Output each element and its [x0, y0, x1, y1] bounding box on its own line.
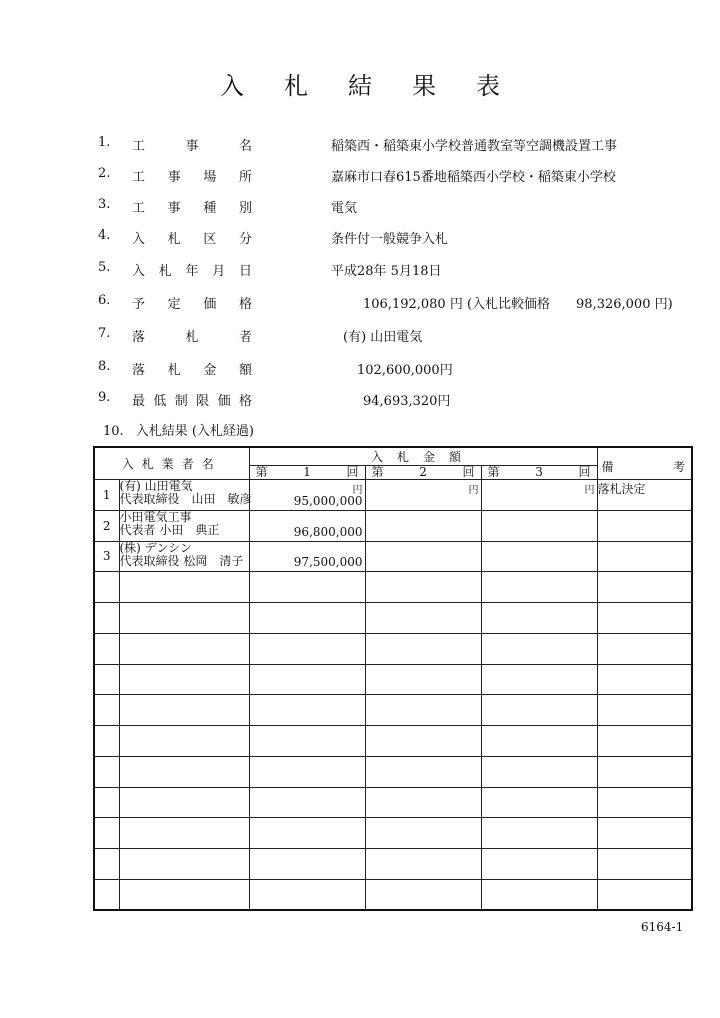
field-label [132, 228, 252, 247]
header-remarks-char-2: 考 [673, 460, 686, 474]
field-number: 8. [98, 359, 111, 374]
row-index [94, 879, 119, 910]
field-label-char: 入 [132, 264, 146, 279]
bidder-cell [119, 787, 249, 818]
bid-round-3-cell [481, 480, 597, 511]
bid-round-3-cell [481, 818, 597, 849]
bid-amount: 95,000,000 [293, 493, 363, 508]
info-field [0, 166, 720, 186]
field-label-char: 最 [132, 394, 146, 409]
field-value: 電気 [331, 201, 358, 216]
table-row [94, 695, 692, 726]
field-label-char: 札 [185, 330, 199, 345]
row-index: 3 [94, 541, 119, 572]
field-number: 4. [98, 228, 111, 243]
field-label-char: 札 [167, 232, 181, 247]
row-index [94, 633, 119, 664]
table-row [94, 510, 692, 541]
bid-round-3-cell [481, 695, 597, 726]
remarks-cell [597, 695, 692, 726]
row-index: 2 [94, 510, 119, 541]
remarks-cell [597, 664, 692, 695]
yen-unit: 円 [352, 485, 363, 496]
field-label-char: 札 [158, 264, 172, 279]
bid-round-3-cell [481, 541, 597, 572]
bidder-representative: 代表者 小田 典正 [119, 522, 220, 537]
remarks-cell [597, 849, 692, 880]
field-label-char: 予 [132, 297, 146, 312]
row-index [94, 603, 119, 634]
field-label-char: 額 [238, 363, 252, 378]
field-label-char: 月 [212, 264, 226, 279]
bid-round-2-cell [365, 633, 481, 664]
remarks-cell [597, 818, 692, 849]
field-label-char: 価 [217, 394, 231, 409]
remarks-cell [597, 726, 692, 757]
remarks-cell [597, 756, 692, 787]
bid-round-2-cell [365, 695, 481, 726]
table-row [94, 541, 692, 572]
header-bidder-name: 入札業者名 [94, 447, 249, 480]
table-row [94, 849, 692, 880]
field-label-char: 区 [203, 232, 217, 247]
section-label: 入札結果 (入札経過) [135, 424, 254, 439]
bidder-cell [119, 633, 249, 664]
header-round-3: 第 3 回 [481, 466, 597, 480]
bid-amount: 96,800,000 [293, 524, 363, 539]
field-number: 9. [98, 390, 111, 405]
bid-round-2-cell [365, 726, 481, 757]
field-label-char: 札 [167, 363, 181, 378]
field-label-char: 金 [203, 363, 217, 378]
field-value: 106,192,080 円 (入札比較価格 98,326,000 円) [363, 297, 673, 312]
bid-round-2-cell [365, 541, 481, 572]
bid-results-table [93, 446, 693, 911]
bid-round-1-cell [249, 818, 365, 849]
bid-round-1-cell [249, 695, 365, 726]
remarks-cell [597, 541, 692, 572]
table-row [94, 879, 692, 910]
field-label [132, 293, 252, 312]
field-value: 平成28年 5月18日 [331, 264, 442, 279]
field-label-char: 低 [153, 394, 167, 409]
info-field [0, 228, 720, 248]
bid-round-2-cell [365, 480, 481, 511]
field-number: 7. [98, 326, 111, 341]
bid-round-2-cell [365, 603, 481, 634]
bid-round-2-cell [365, 849, 481, 880]
bidder-cell [119, 818, 249, 849]
bid-amount: 97,500,000 [293, 555, 363, 570]
table-row [94, 818, 692, 849]
field-label-char: 格 [238, 297, 252, 312]
field-number: 6. [98, 293, 111, 308]
bid-round-3-cell [481, 726, 597, 757]
field-value: 102,600,000円 [357, 363, 453, 378]
bid-round-1-cell [249, 510, 365, 541]
table-row [94, 572, 692, 603]
page-title: 入札結果表 [220, 72, 540, 100]
bid-round-2-cell [365, 572, 481, 603]
field-label-char: 落 [132, 363, 146, 378]
remarks-cell [597, 510, 692, 541]
remarks-cell: 落札決定 [597, 480, 692, 511]
section-bid-results-label [103, 420, 254, 439]
row-index [94, 726, 119, 757]
field-label-char: 別 [238, 201, 252, 216]
bid-round-1-cell [249, 664, 365, 695]
section-number: 10. [103, 424, 124, 439]
bid-round-3-cell [481, 510, 597, 541]
field-label-char: 落 [132, 330, 146, 345]
row-index [94, 572, 119, 603]
field-label-char: 種 [203, 201, 217, 216]
field-value: 嘉麻市口春615番地稲築西小学校・稲築東小学校 [331, 170, 616, 185]
bid-round-1-cell [249, 787, 365, 818]
bid-round-3-cell [481, 572, 597, 603]
field-label-char: 名 [238, 139, 252, 154]
field-label-char: 事 [185, 139, 199, 154]
bidder-company: (株) デンシン [119, 540, 192, 555]
bid-round-1-cell [249, 849, 365, 880]
remarks-cell [597, 633, 692, 664]
bid-round-3-cell [481, 879, 597, 910]
table-row [94, 726, 692, 757]
bid-round-2-cell [365, 818, 481, 849]
field-label [132, 166, 252, 185]
bidder-cell [119, 603, 249, 634]
header-remarks [597, 447, 692, 480]
bid-round-3-cell [481, 849, 597, 880]
remarks-cell [597, 603, 692, 634]
field-number: 5. [98, 260, 111, 275]
remarks-cell [597, 787, 692, 818]
field-number: 1. [98, 135, 111, 150]
bid-round-3-cell [481, 603, 597, 634]
bid-round-2-cell [365, 510, 481, 541]
table-row [94, 633, 692, 664]
field-label [132, 326, 252, 345]
field-value: 条件付一般競争入札 [331, 232, 449, 247]
info-field [0, 390, 720, 410]
field-label-char: 入 [132, 232, 146, 247]
info-field [0, 197, 720, 217]
bidder-cell [119, 849, 249, 880]
bidder-cell [119, 756, 249, 787]
field-label-char: 定 [167, 297, 181, 312]
table-row [94, 480, 692, 511]
field-number: 2. [98, 166, 111, 181]
info-field [0, 135, 720, 155]
remarks-cell [597, 879, 692, 910]
info-field [0, 260, 720, 280]
info-field [0, 326, 720, 346]
field-label [132, 260, 252, 279]
row-index [94, 849, 119, 880]
bidder-cell [119, 695, 249, 726]
bid-round-1-cell [249, 726, 365, 757]
bid-round-2-cell [365, 664, 481, 695]
bid-round-1-cell [249, 480, 365, 511]
bidder-cell [119, 726, 249, 757]
field-label-char: 者 [238, 330, 252, 345]
bid-round-2-cell [365, 787, 481, 818]
bid-round-3-cell [481, 633, 597, 664]
field-label-char: 事 [167, 201, 181, 216]
table-row [94, 787, 692, 818]
bidder-representative: 代表取締役 松岡 清子 [119, 553, 244, 568]
bid-round-2-cell [365, 879, 481, 910]
bid-round-1-cell [249, 572, 365, 603]
table-row [94, 664, 692, 695]
header-round-2: 第 2 回 [365, 466, 481, 480]
bidder-company: (有) 山田電気 [119, 479, 193, 493]
field-label-char: 工 [132, 201, 146, 216]
bid-round-2-cell [365, 756, 481, 787]
remarks-cell [597, 572, 692, 603]
yen-unit: 円 [584, 485, 595, 496]
bidder-cell [119, 664, 249, 695]
field-value: 94,693,320円 [363, 394, 451, 409]
field-label-char: 場 [203, 170, 217, 185]
field-label-char: 日 [238, 264, 252, 279]
field-label-char: 制 [174, 394, 188, 409]
table-row [94, 756, 692, 787]
info-field [0, 293, 720, 313]
field-label [132, 390, 252, 409]
field-label-char: 価 [203, 297, 217, 312]
bid-round-3-cell [481, 787, 597, 818]
field-label-char: 事 [167, 170, 181, 185]
bidder-cell [119, 479, 252, 511]
field-value: (有) 山田電気 [343, 330, 423, 345]
bidder-cell [119, 572, 249, 603]
field-number: 3. [98, 197, 111, 212]
bid-round-3-cell [481, 756, 597, 787]
field-label-char: 工 [132, 170, 146, 185]
bidder-cell [119, 879, 249, 910]
field-label-char: 限 [196, 394, 210, 409]
row-index [94, 756, 119, 787]
row-index: 1 [94, 480, 119, 511]
header-remarks-char-1: 備 [601, 460, 614, 474]
row-index [94, 695, 119, 726]
yen-unit: 円 [468, 485, 479, 496]
field-label-char: 格 [238, 394, 252, 409]
bid-round-1-cell [249, 756, 365, 787]
field-label [132, 197, 252, 216]
bid-round-1-cell [249, 541, 365, 572]
field-label-char: 年 [185, 264, 199, 279]
field-label [132, 135, 252, 154]
row-index [94, 818, 119, 849]
bidder-cell [119, 510, 249, 541]
row-index [94, 787, 119, 818]
field-value: 稲築西・稲築東小学校普通教室等空調機設置工事 [331, 139, 618, 154]
bid-round-1-cell [249, 633, 365, 664]
bid-results-body [94, 480, 692, 911]
bidder-representative: 代表取締役 山田 敏彦 [119, 492, 252, 506]
row-index [94, 664, 119, 695]
field-label-char: 分 [238, 232, 252, 247]
bid-round-1-cell [249, 879, 365, 910]
info-field [0, 359, 720, 379]
table-row [94, 603, 692, 634]
bid-round-3-cell [481, 664, 597, 695]
bidder-cell [119, 541, 249, 572]
field-label [132, 359, 252, 378]
header-round-1: 第 1 回 [249, 466, 365, 480]
header-bid-amount: 入札金額 [249, 447, 597, 466]
bid-round-1-cell [249, 603, 365, 634]
field-label-char: 工 [132, 139, 146, 154]
field-label-char: 所 [238, 170, 252, 185]
page-number: 6164-1 [641, 920, 684, 934]
bidder-company: 小田電気工事 [119, 509, 192, 524]
